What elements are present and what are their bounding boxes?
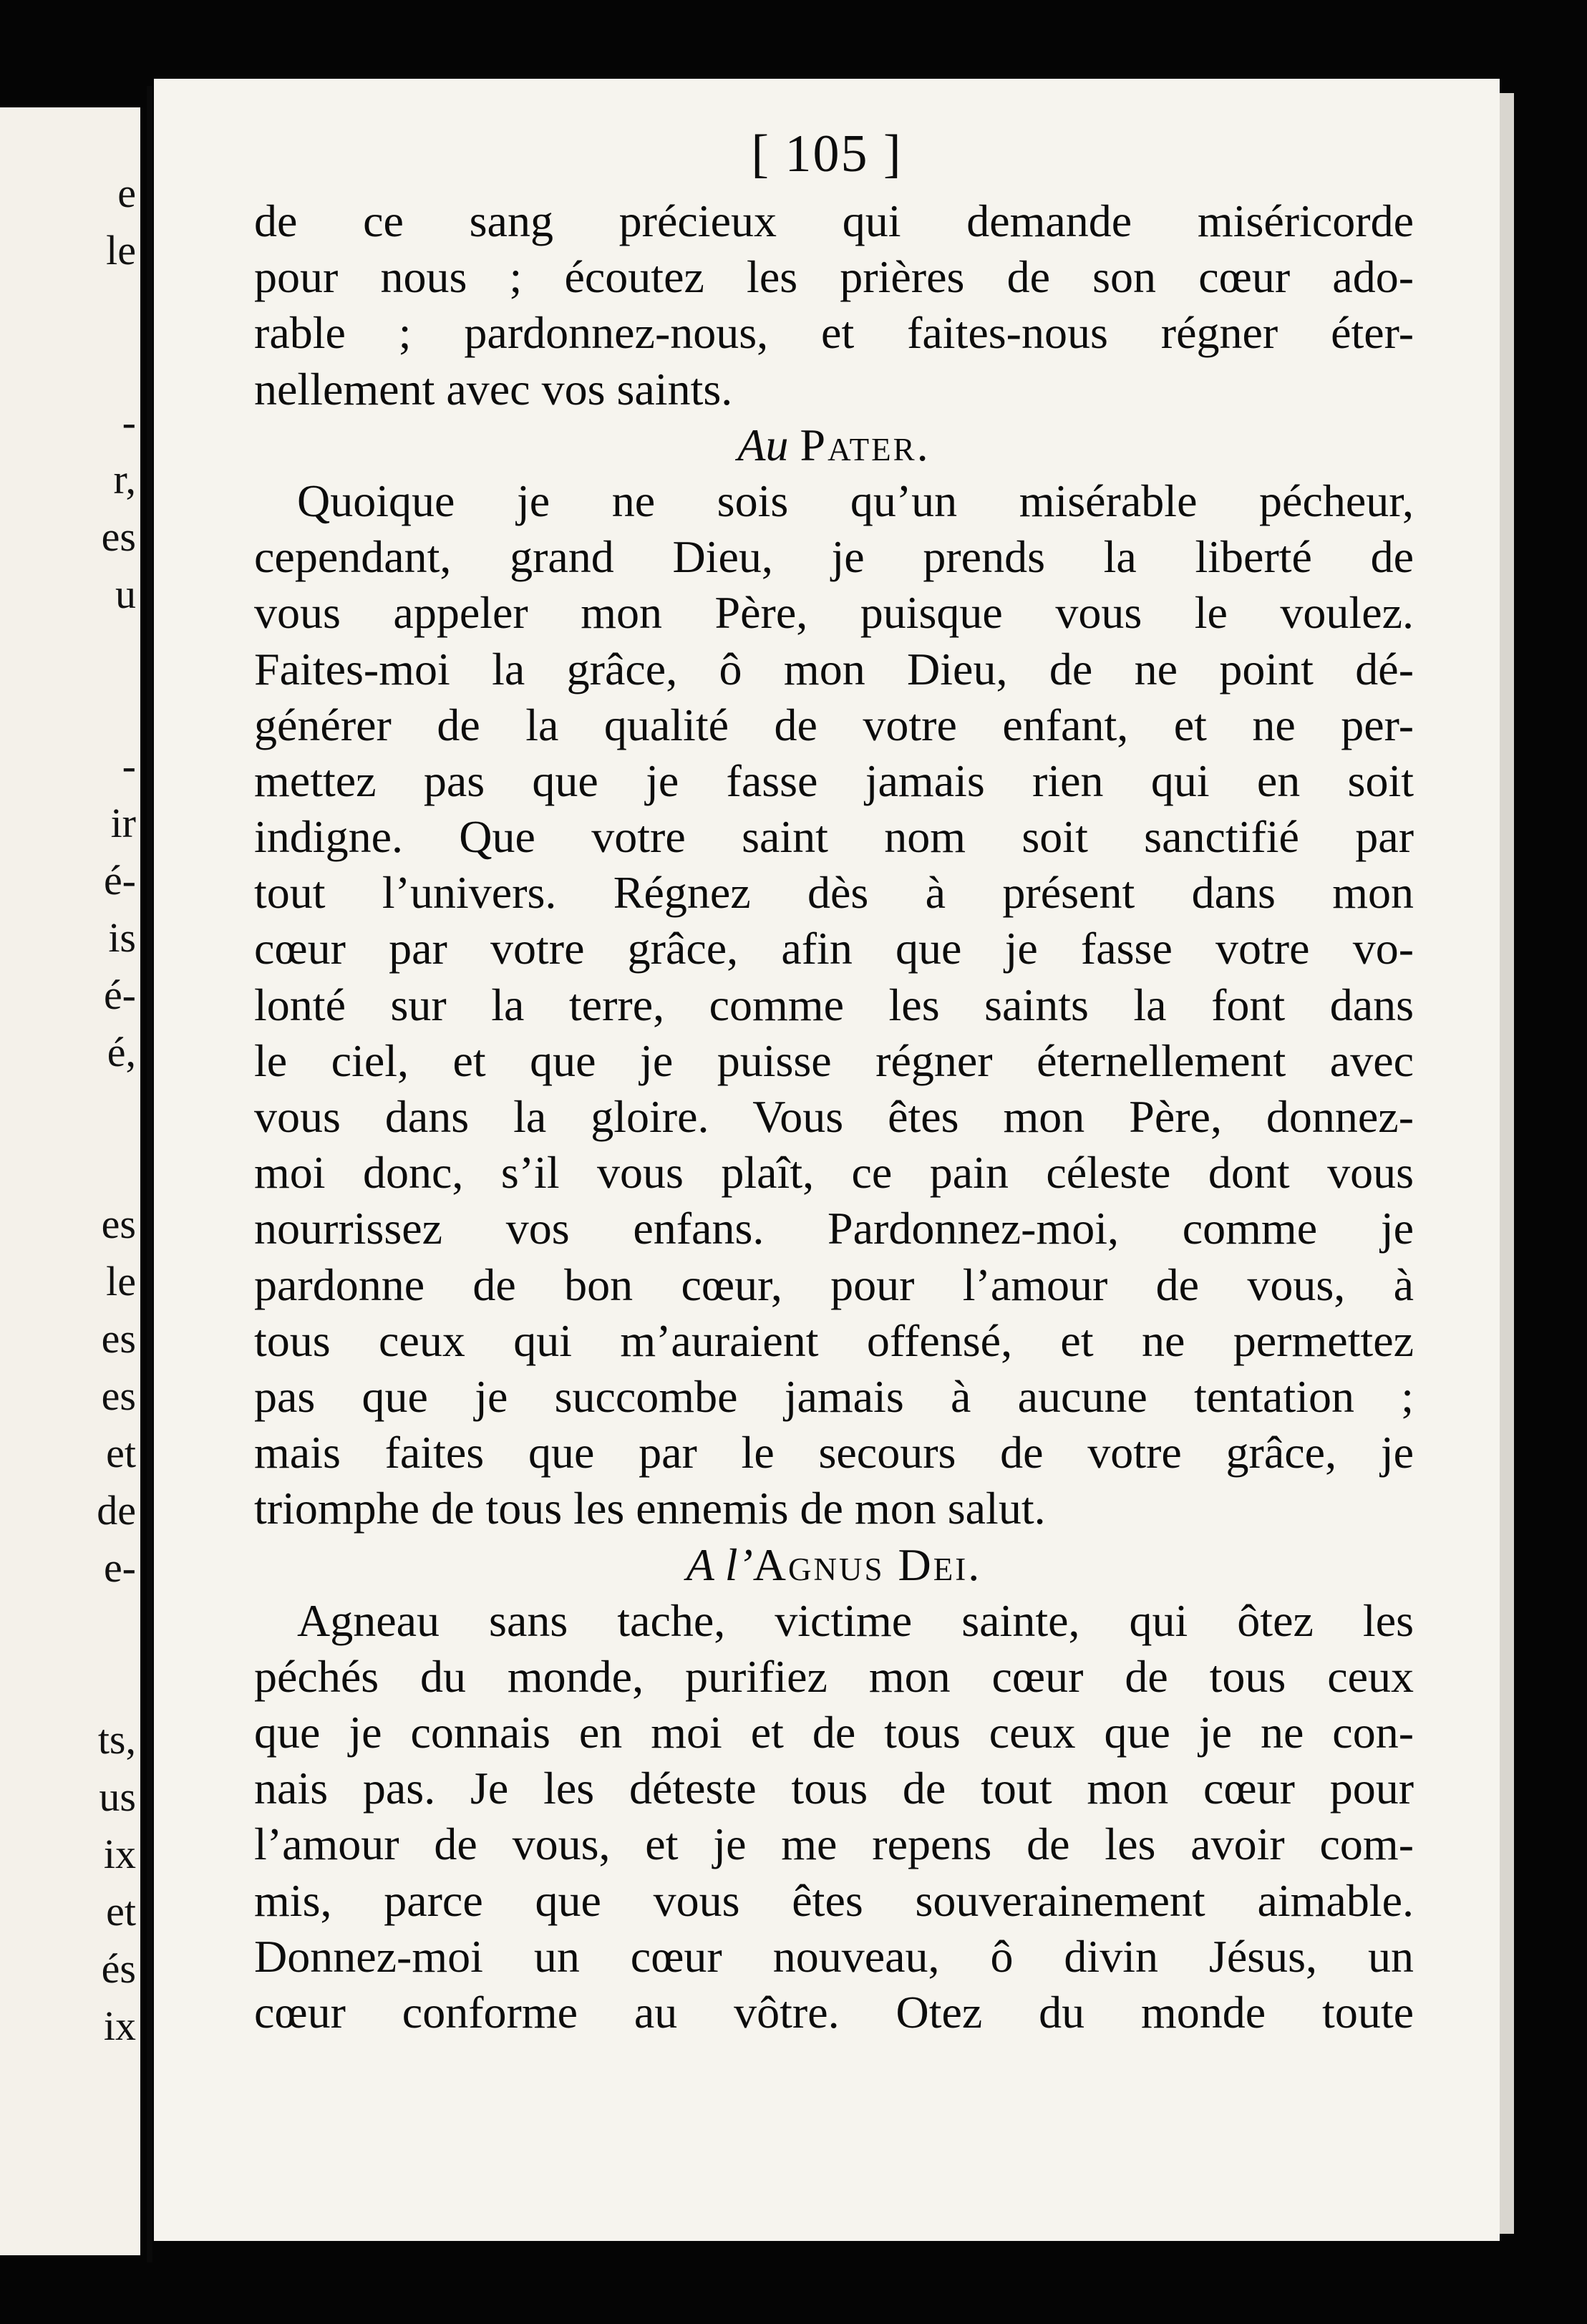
- facing-page-fragment: [0, 107, 140, 2255]
- section-heading-pater: [254, 417, 1414, 473]
- text-line: cœur conforme au vôtre. Otez du monde toute: [254, 1987, 1414, 2038]
- facing-page-line-fragment: es: [101, 1201, 136, 1247]
- facing-page-line-fragment: e-: [103, 1544, 136, 1591]
- facing-page-line-fragment: es: [101, 1315, 136, 1362]
- facing-page-line-fragment: et: [106, 1888, 136, 1935]
- facing-page-line-fragment: -: [122, 399, 136, 445]
- text-line: péchés du monde, purifiez mon cœur de tous ceux: [254, 1650, 1414, 1702]
- facing-page-line-fragment: ts,: [97, 1716, 136, 1763]
- facing-page-line-fragment: r,: [113, 456, 136, 503]
- text-line: lonté sur la terre, comme les saints la font dans: [254, 979, 1414, 1030]
- facing-page-line-fragment: é-: [103, 972, 136, 1018]
- text-line: indigne. Que votre saint nom soit sanctifié par: [254, 811, 1414, 863]
- facing-page-line-fragment: é,: [107, 1029, 136, 1075]
- text-line: Quoique je ne sois qu’un misérable pécheur,: [297, 475, 1414, 526]
- text-line: l’amour de vous, et je me repens de les avoir com-: [254, 1819, 1414, 1870]
- heading-prefix: Au: [737, 419, 789, 470]
- text-line: générer de la qualité de votre enfant, et ne per-: [254, 699, 1414, 750]
- heading-word: Agnus Dei.: [752, 1539, 982, 1590]
- text-line: mettez pas que je fasse jamais rien qui en soit: [254, 755, 1414, 806]
- text-line: rable ; pardonnez-nous, et faites-nous régner éter-: [254, 307, 1414, 359]
- text-line: Agneau sans tache, victime sainte, qui ôtez les: [297, 1594, 1414, 1646]
- page-body-text: [254, 193, 1414, 2040]
- text-line: pas que je succombe jamais à aucune tentation ;: [254, 1370, 1414, 1422]
- text-line: mais faites que par le secours de votre grâce, je: [254, 1427, 1414, 1478]
- page-gutter-line: [147, 86, 152, 2262]
- facing-page-line-fragment: is: [108, 914, 136, 961]
- text-line: cœur par votre grâce, afin que je fasse votre vo-: [254, 923, 1414, 974]
- text-line: le ciel, et que je puisse régner éternellement avec: [254, 1035, 1414, 1086]
- facing-page-line-fragment: é-: [103, 857, 136, 904]
- facing-page-line-fragment: és: [101, 1945, 136, 1992]
- text-line: mis, parce que vous êtes souverainement aimable.: [254, 1874, 1414, 1926]
- facing-page-line-fragment: u: [115, 571, 136, 617]
- facing-page-line-fragment: ix: [103, 2003, 136, 2049]
- facing-page-line-fragment: es: [101, 513, 136, 560]
- facing-page-line-fragment: -: [122, 742, 136, 789]
- page-number-header: [ 105 ]: [751, 125, 903, 183]
- facing-page-line-fragment: ix: [103, 1831, 136, 1877]
- text-line: nellement avec vos saints.: [254, 363, 733, 415]
- facing-page-line-fragment: es: [101, 1372, 136, 1419]
- text-line: Faites-moi la grâce, ô mon Dieu, de ne point dé-: [254, 643, 1414, 694]
- book-page: [154, 79, 1500, 2241]
- facing-page-line-fragment: et: [106, 1430, 136, 1476]
- section-heading-agnus-dei: [254, 1537, 1414, 1593]
- facing-page-line-fragment: e: [117, 170, 136, 216]
- facing-page-line-fragment: de: [97, 1487, 136, 1534]
- facing-page-line-fragment: ir: [110, 800, 136, 846]
- text-line: vous appeler mon Père, puisque vous le voulez.: [254, 587, 1414, 639]
- text-line: pardonne de bon cœur, pour l’amour de vous, à: [254, 1259, 1414, 1310]
- facing-page-line-fragment: le: [106, 1258, 136, 1304]
- text-line: Donnez-moi un cœur nouveau, ô divin Jésus, un: [254, 1930, 1414, 1982]
- text-line: triomphe de tous les ennemis de mon salut.: [254, 1483, 1046, 1534]
- facing-page-line-fragment: us: [99, 1773, 136, 1820]
- text-line: cependant, grand Dieu, je prends la liberté de: [254, 531, 1414, 583]
- text-line: pour nous ; écoutez les prières de son cœur ado-: [254, 251, 1414, 303]
- facing-page-line-fragment: le: [106, 227, 136, 273]
- text-line: de ce sang précieux qui demande miséricorde: [254, 195, 1414, 246]
- text-line: que je connais en moi et de tous ceux que je ne con-: [254, 1707, 1414, 1758]
- text-line: moi donc, s’il vous plaît, ce pain céleste dont vous: [254, 1147, 1414, 1199]
- text-line: tout l’univers. Régnez dès à présent dans mon: [254, 867, 1414, 919]
- heading-word: Pater.: [800, 419, 931, 470]
- text-line: nourrissez vos enfans. Pardonnez-moi, comme je: [254, 1203, 1414, 1254]
- text-line: vous dans la gloire. Vous êtes mon Père, donnez-: [254, 1091, 1414, 1142]
- heading-prefix: A l’: [686, 1539, 753, 1590]
- text-line: tous ceux qui m’auraient offensé, et ne permettez: [254, 1314, 1414, 1366]
- page-edge-shadow: [1500, 93, 1514, 2234]
- text-line: nais pas. Je les déteste tous de tout mon cœur pour: [254, 1763, 1414, 1814]
